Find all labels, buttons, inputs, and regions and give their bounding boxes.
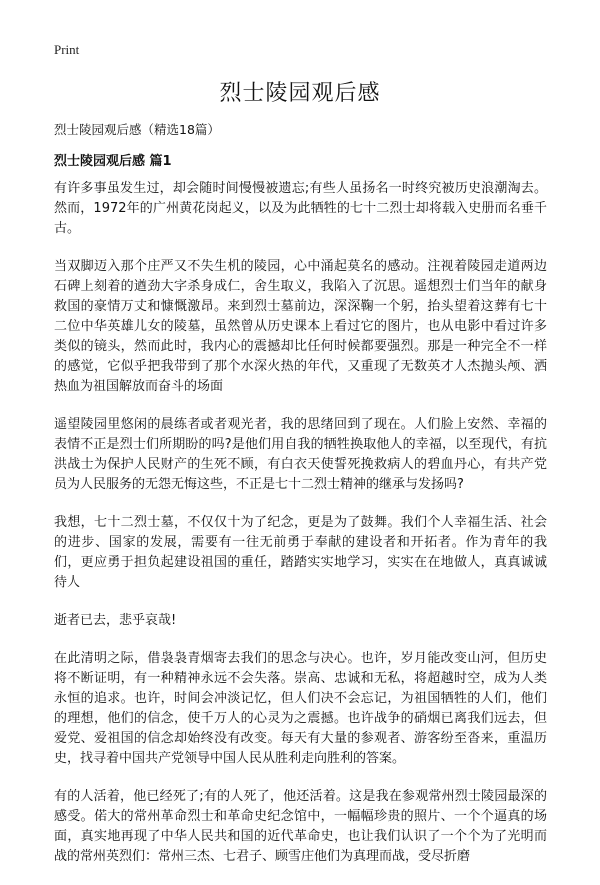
article-body [54,179,547,885]
page-title: 烈士陵园观后感 [219,81,381,106]
section-heading: 烈士陵园观后感 篇1 [54,154,172,169]
paragraph: 有许多事虽发生过，却会随时间慢慢被遗忘;有些人虽扬名一时终究被历史浪潮淘去。然而，1972年的广州黄花岗起义，以及为此牺牲的七十二烈士却将载入史册而名垂千古。 [54,181,547,236]
document-subtitle: 烈士陵园观后感（精选18篇） [54,122,220,137]
paragraph: 当双脚迈入那个庄严又不失生机的陵园，心中涌起莫名的感动。注视着陵园走道两边石碑上刻着的遒劲大字杀身成仁，舍生取义，我陷入了沉思。遥想烈士们当年的献身救国的豪情万丈和慷慨激昂。来到烈士墓前边，深深鞠一个躬，抬头望着这葬有七十二位中华英雄儿女的陵墓，虽然曾从历史课本上看过它的图片，也从电影中看过许多类似的镜头，然而此时，我内心的震撼却比任何时候都要强烈。那是一种完全不一样的感觉，它似乎把我带到了那个水深火热的年代，又重现了无数英才人杰抛头颅、洒热血为祖国解放而奋斗的场面 [54,259,547,394]
paragraph: 我想，七十二烈士墓，不仅仅十为了纪念，更是为了鼓舞。我们个人幸福生活、社会的进步、国家的发展，需要有一往无前勇于奉献的建设者和开拓者。作为青年的我们，更应勇于担负起建设祖国的重任，踏踏实实地学习，实实在在地做人，真真诚诚待人 [54,515,547,590]
paragraph: 逝者已去，悲乎哀哉! [54,613,177,628]
paragraph: 在此清明之际，借袅袅青烟寄去我们的思念与决心。也许，岁月能改变山河，但历史将不断证明，有一种精神永远不会失落。崇高、忠诚和无私，将超越时空，成为人类永恒的追求。也许，时间会冲淡记忆，但人们决不会忘记，为祖国牺牲的人们，他们的理想，他们的信念，使千万人的心灵为之震撼。也许战争的硝烟已离我们远去，但爱党、爱祖国的信念却始终没有改变。每天有大量的参观者、游客纷至沓来，重温历史，找寻着中国共产党领导中国人民从胜利走向胜利的答案。 [54,651,547,766]
print-link[interactable]: Print [54,42,80,57]
paragraph: 有的人活着，他已经死了;有的人死了，他还活着。这是我在参观常州烈士陵园最深的感受。偌大的常州革命烈士和革命史纪念馆中，一幅幅珍贵的照片、一个个逼真的场面，真实地再现了中华人民共和国的近代革命史，也让我们认识了一个个为了光明而战的常州英烈们：常州三杰、七君子、顾雪庄他们为真理而战，受尽折磨 [54,789,547,864]
paragraph: 遥望陵园里悠闲的晨练者或者观光者，我的思绪回到了现在。人们脸上安然、幸福的表情不正是烈士们所期盼的吗?是他们用自我的牺牲换取他人的幸福，以至现代，有抗洪战士为保护人民财产的生死不顾，有白衣天使誓死挽救病人的碧血丹心，有共产党员为人民服务的无怨无悔这些，不正是七十二烈士精神的继承与发扬吗? [54,417,547,492]
